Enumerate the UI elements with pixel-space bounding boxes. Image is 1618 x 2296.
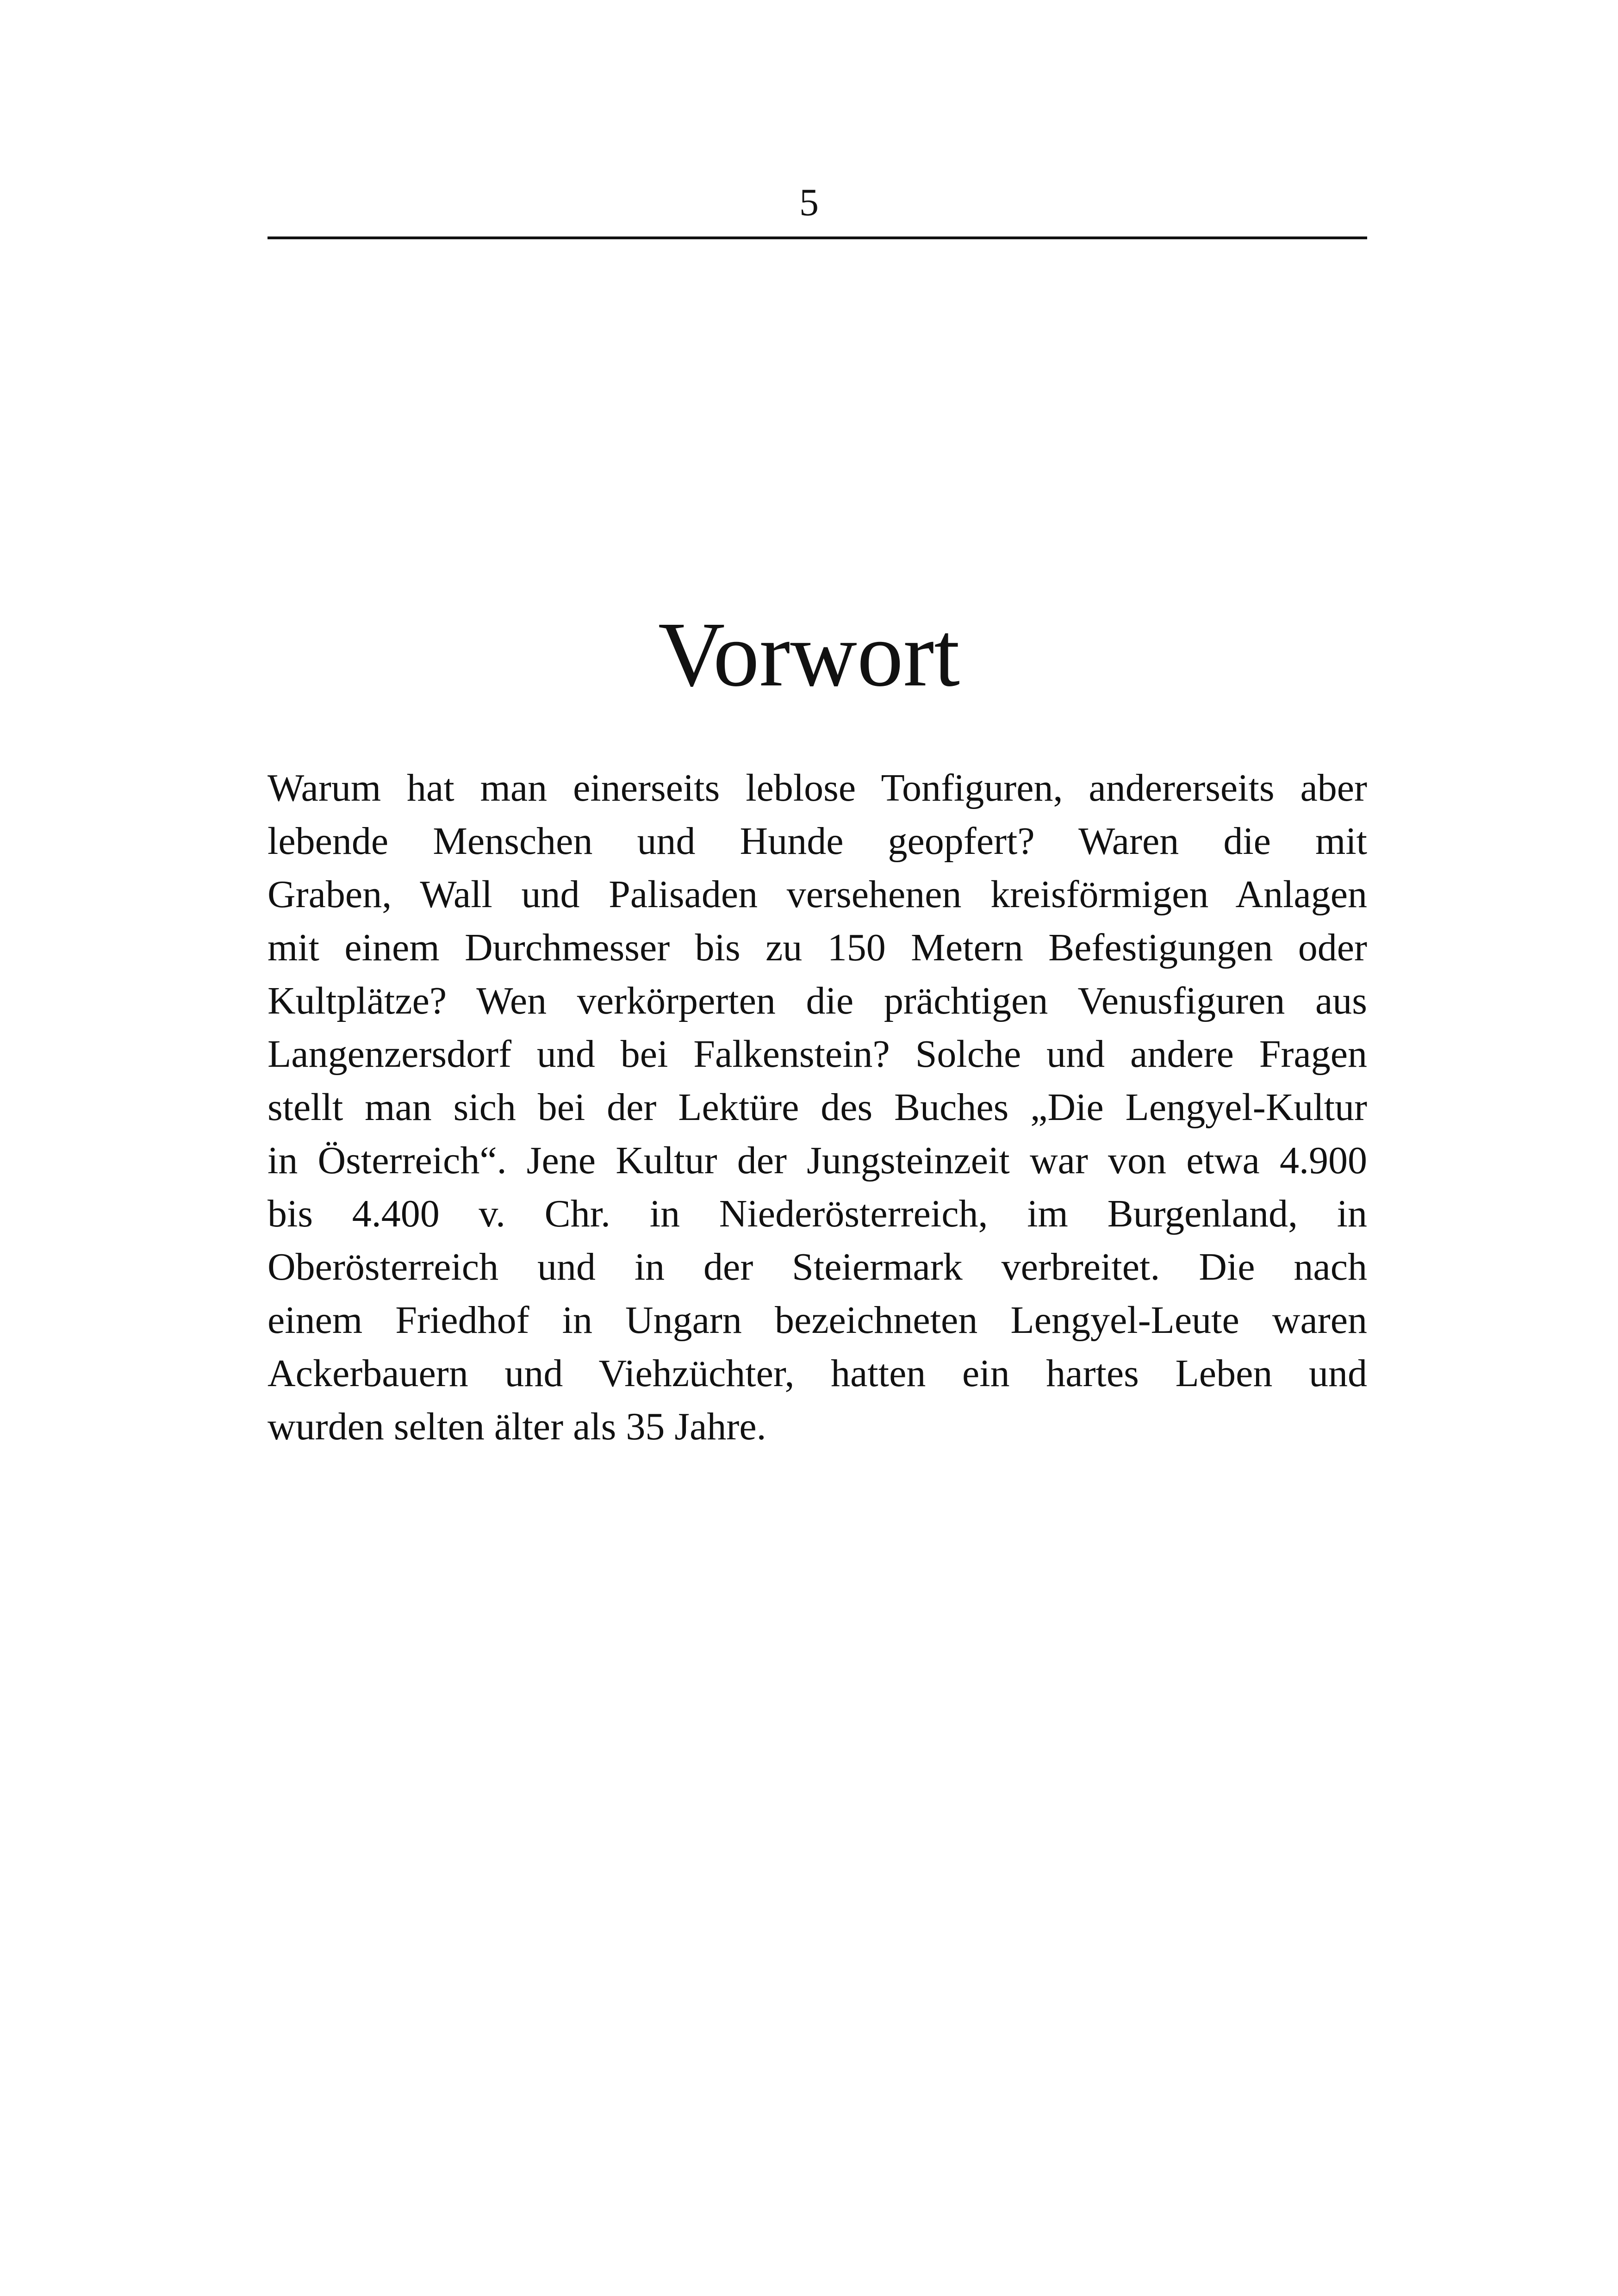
body-line: Graben, Wall und Palisaden versehenen kreisförmigen Anlagen bbox=[268, 873, 1367, 916]
body-line: in Österreich“. Jene Kultur der Jungsteinzeit war von etwa 4.900 bbox=[268, 1139, 1367, 1182]
header-rule bbox=[268, 236, 1367, 239]
body-line: Kultplätze? Wen verkörperten die prächtigen Venusfiguren aus bbox=[268, 979, 1367, 1022]
body-paragraph bbox=[268, 761, 1367, 1453]
body-line: Oberösterreich und in der Steiermark verbreitet. Die nach bbox=[268, 1245, 1367, 1288]
page-number: 5 bbox=[799, 181, 819, 224]
body-line: Langenzersdorf und bei Falkenstein? Solche und andere Fragen bbox=[268, 1033, 1367, 1076]
body-line: wurden selten älter als 35 Jahre. bbox=[268, 1405, 766, 1448]
body-line: Ackerbauern und Viehzüchter, hatten ein hartes Leben und bbox=[268, 1352, 1367, 1395]
body-line: bis 4.400 v. Chr. in Niederösterreich, im Burgenland, in bbox=[268, 1192, 1367, 1235]
body-line: lebende Menschen und Hunde geopfert? Waren die mit bbox=[268, 820, 1367, 863]
body-line: einem Friedhof in Ungarn bezeichneten Lengyel-Leute waren bbox=[268, 1299, 1367, 1342]
body-line: stellt man sich bei der Lektüre des Buches „Die Lengyel-Kultur bbox=[268, 1086, 1367, 1129]
body-line: Warum hat man einerseits leblose Tonfiguren, andererseits aber bbox=[268, 766, 1367, 809]
body-line: mit einem Durchmesser bis zu 150 Metern Befestigungen oder bbox=[268, 926, 1367, 969]
chapter-title: Vorwort bbox=[658, 604, 960, 706]
